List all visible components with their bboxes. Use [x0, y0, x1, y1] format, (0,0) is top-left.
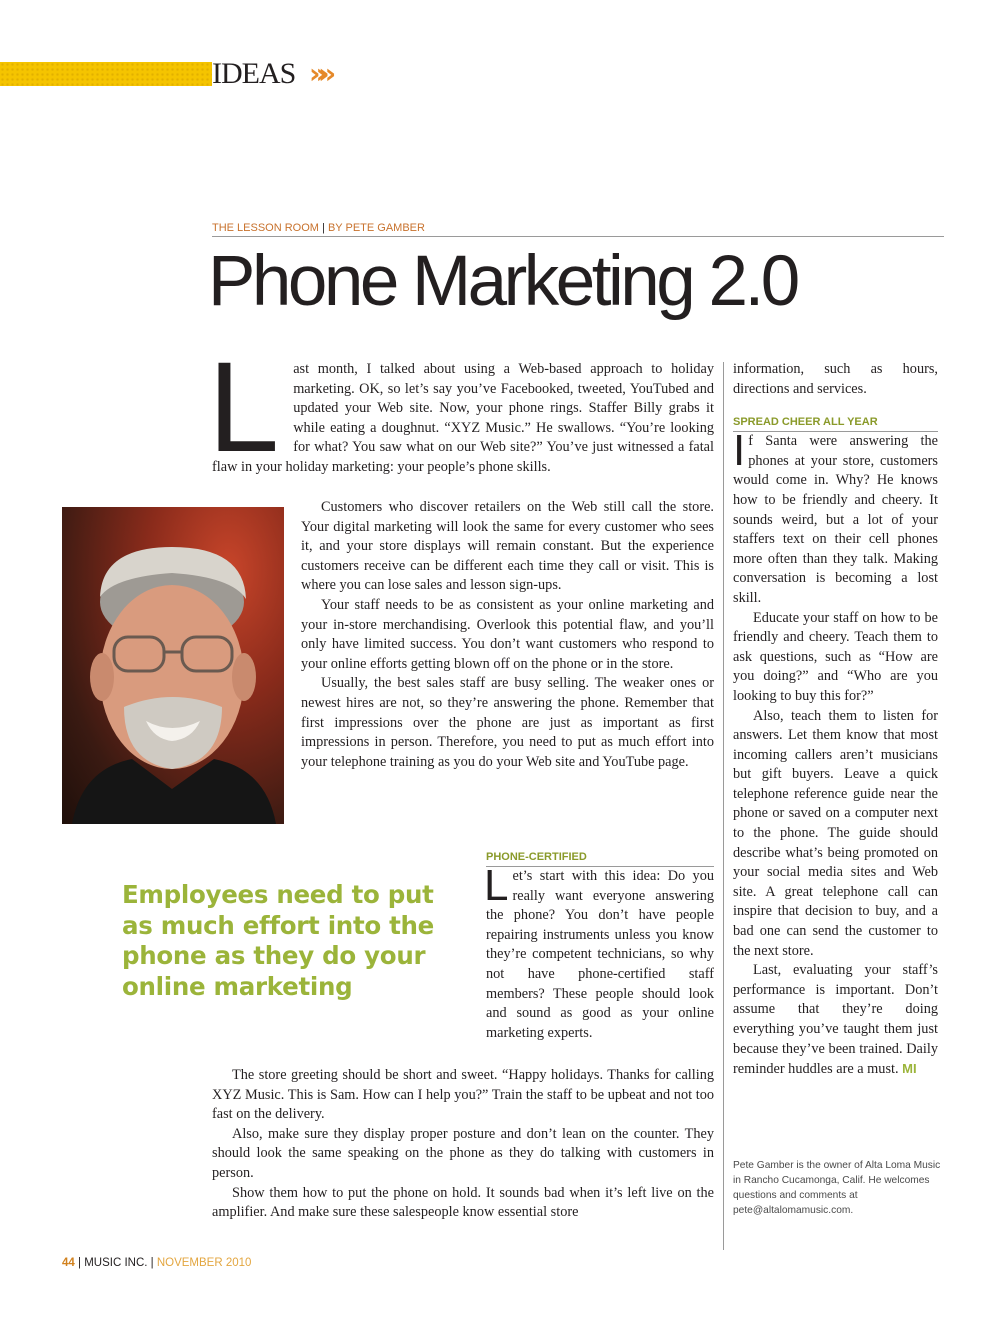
body-paragraph-4: Usually, the best sales staff are busy selling. The weaker ones or newest hires are not, so they’re answering the phone. Remember that first impressions over the phone are just as important as first impressions in person. Therefore, you need to put as much effort into your telephone training as you do your Web site and YouTube page. — [301, 675, 714, 770]
phone-dropcap: L — [484, 861, 509, 910]
kicker-section: THE LESSON ROOM — [212, 222, 319, 234]
body-paragraph-6: The store greeting should be short and sweet. “Happy holidays. Thanks for calling XYZ Music. This is Sam. How can I help you?” Train the staff to be upbeat and not too fast on the delivery. — [212, 1067, 714, 1123]
footer-separator-1: | — [74, 1257, 85, 1269]
pull-quote: Employees need to put as much effort into the phone as they do your online marketing — [122, 880, 434, 1001]
author-portrait-graphic — [62, 507, 284, 824]
body-paragraph-7: Also, make sure they display proper posture and don’t lean on the counter. They should look the same speaking on the phone as they do talking with customers in person. — [212, 1125, 714, 1181]
phone-certified-text: et’s start with this idea: Do you really want everyone answering the phone? You don’t have people repairing instruments unless you know they’re competent technicians, so why not have phone-certified staff members? These people should look and sound as good as your online marketing experts. — [486, 868, 714, 1041]
column-divider — [723, 362, 724, 1250]
body-paragraph-8: Show them how to put the phone on hold. It sounds bad when it’s left live on the amplifier. And make sure these salespeople know essential store — [212, 1184, 714, 1221]
phone-certified-paragraph — [484, 861, 714, 1043]
article-kicker — [212, 221, 944, 237]
chevrons-icon: »» — [309, 57, 328, 90]
right-column — [733, 360, 938, 1080]
article-title: Phone Marketing 2.0 — [208, 242, 797, 321]
issue-date: NOVEMBER 2010 — [156, 1257, 252, 1269]
phone-certified-section — [486, 850, 714, 1043]
page-number: 44 — [62, 1257, 75, 1269]
end-mark: MI — [902, 1061, 917, 1077]
intro-dropcap: L — [208, 336, 280, 479]
kicker-separator: | — [318, 222, 328, 234]
page-footer — [62, 1255, 251, 1271]
publication-name: MUSIC INC. — [84, 1257, 148, 1269]
body-column-photo-side — [301, 498, 714, 772]
header-dot-band — [0, 62, 212, 86]
intro-paragraph — [208, 336, 714, 479]
author-photo — [62, 507, 284, 824]
author-bio: Pete Gamber is the owner of Alta Loma Music in Rancho Cucamonga, Calif. He welcomes questions and comments at pete@altalomamusic.com. — [733, 1160, 941, 1216]
right-paragraph-3: Educate your staff on how to be friendly and cheery. Teach them to ask questions, such as “How are you doing?” and “Who are you looking to buy this for?” — [733, 609, 938, 704]
spread-cheer-text: f Santa were answering the phones at your store, customers would come in. Why? He knows how to be friendly and cheery. It sounds weird, but a lot of your staffers text on their cell phones more often than they talk. Making conversation is becoming a lost skill. — [733, 433, 938, 606]
body-paragraph-2: Customers who discover retailers on the Web still call the store. Your digital marketing will look the same for every customer who sees it, and your store displays will remain constant. But the experience customers receive can be different each time they call or visit. This is where you can lose sales and lesson sign-ups. — [301, 499, 714, 594]
body-column-bottom — [212, 1066, 714, 1223]
subhead-spread-cheer: SPREAD CHEER ALL YEAR — [733, 415, 938, 432]
body-paragraph-3: Your staff needs to be as consistent as your online marketing and your in-store merchandising. Overlook this potential flaw, and you’ll only have limited success. You don’t want customers who respond to your online efforts getting blown off on the phone or in the store. — [301, 596, 714, 672]
right-paragraph-4: Also, teach them to listen for answers. Let them know that most incoming callers aren’t musicians but gift buyers. Leave a quick telephone reference guide near the phone or saved on a computer next to the phone. The guide should describe what’s being promoted on your social media sites and Web site. A great telephone call can inspire that decision to buy, and a bad one can send the customer to the next store. — [733, 707, 938, 959]
right-paragraph-5-text: Last, evaluating your staff’s performance is important. Don’t assume that they’re doing everything you’ve taught them just because they’ve been trained. Daily reminder huddles are a must. — [733, 962, 938, 1078]
right-paragraph-5 — [733, 961, 938, 1080]
kicker-byline: BY PETE GAMBER — [327, 222, 425, 234]
section-label: IDEAS — [212, 57, 296, 90]
intro-text: ast month, I talked about using a Web-based approach to holiday marketing. OK, so let’s say you’ve Facebooked, tweeted, YouTubed and updated your Web site. Now, your phone rings. Staffer Billy grabs it while eating a doughnut. “XYZ Music.” He swallows. “You’re looking for what? You saw what on our Web site?” You’ve just witnessed a fatal flaw in your holiday marketing: your people’s phone skills. — [212, 361, 714, 475]
subhead-phone-certified: PHONE-CERTIFIED — [486, 850, 714, 867]
right-paragraph-1: information, such as hours, directions and services. — [733, 361, 938, 397]
footer-separator-2: | — [147, 1257, 157, 1269]
cheer-dropcap: I — [733, 426, 746, 476]
spread-cheer-paragraph — [733, 426, 938, 608]
